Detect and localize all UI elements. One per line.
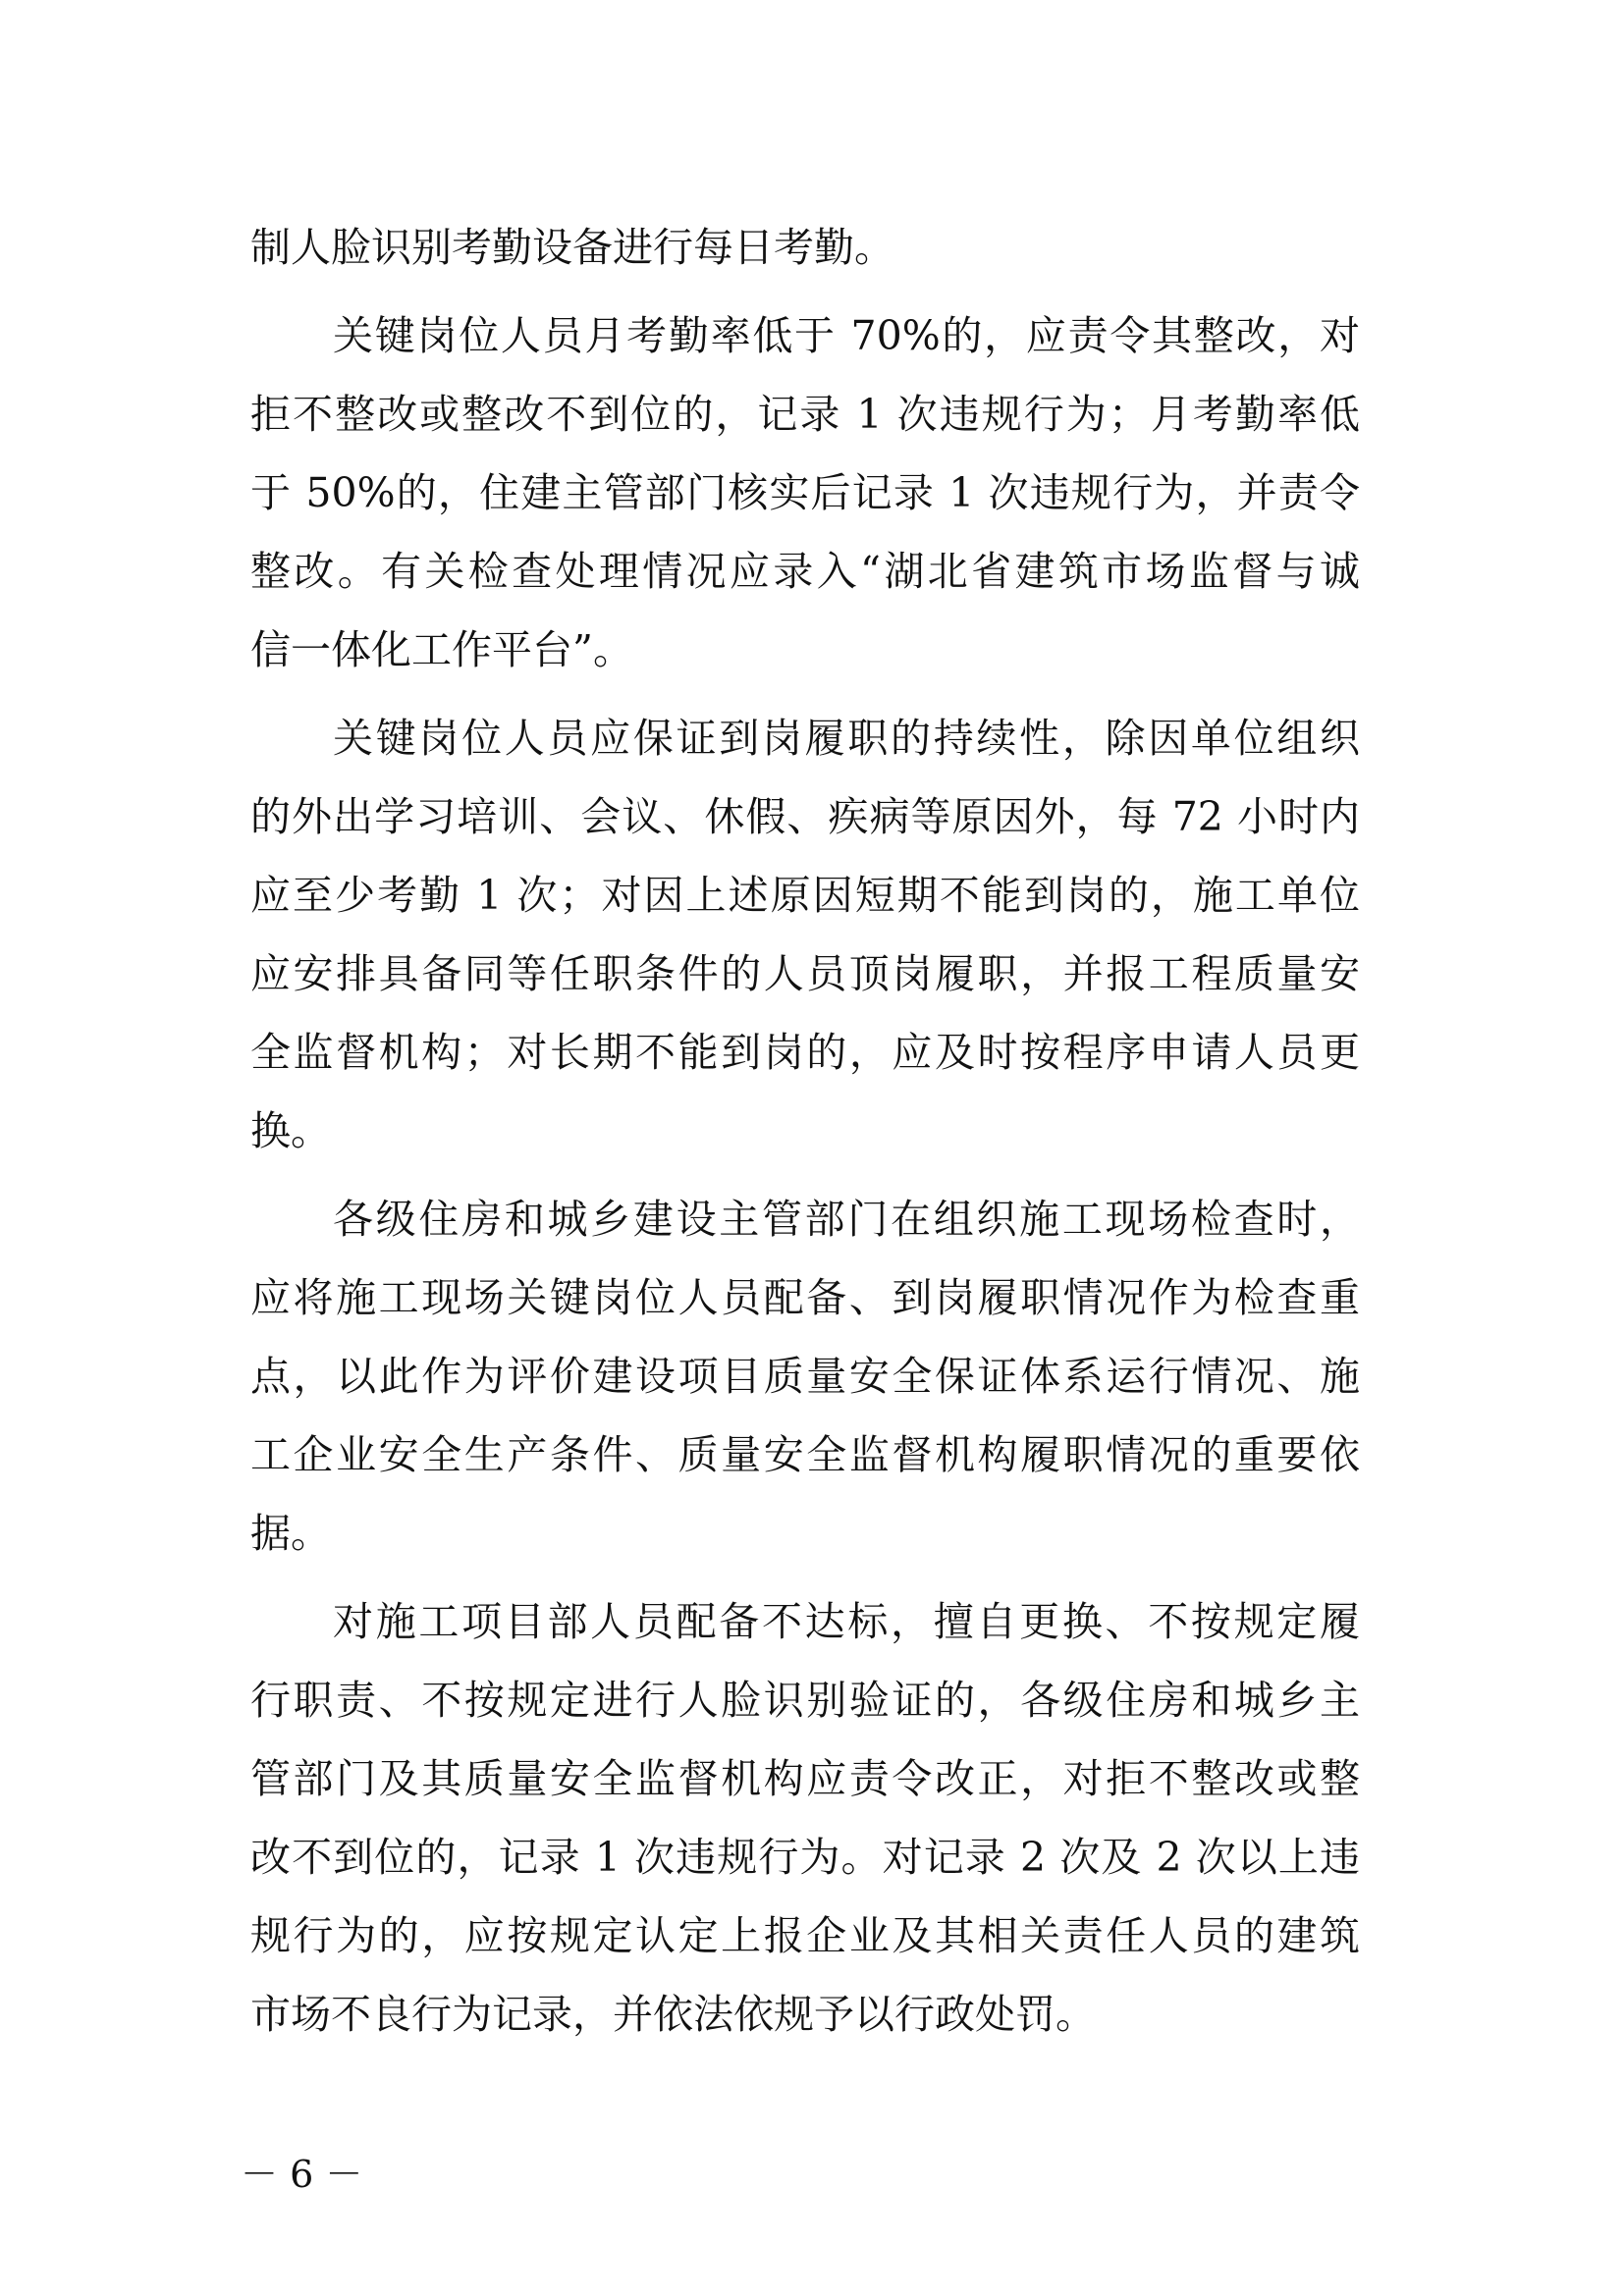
paragraph-3-line-2: 的外出学习培训、会议、休假、疾病等原因外，每 72 小时内: [250, 793, 1360, 840]
paragraph-1-line-1: 制人脸识别考勤设备进行每日考勤。: [250, 224, 894, 271]
paragraph-5-line-6: 市场不良行为记录，并依法依规予以行政处罚。: [250, 1991, 1096, 2038]
paragraph-5-line-3: 管部门及其质量安全监督机构应责令改正，对拒不整改或整: [250, 1755, 1360, 1802]
paragraph-4-line-5: 据。: [250, 1510, 331, 1557]
paragraph-4-line-1: 各级住房和城乡建设主管部门在组织施工现场检查时，: [333, 1196, 1360, 1243]
paragraph-4-line-3: 点，以此作为评价建设项目质量安全保证体系运行情况、施: [250, 1353, 1360, 1400]
paragraph-3-line-5: 全监督机构；对长期不能到岗的，应及时按程序申请人员更: [250, 1029, 1360, 1076]
paragraph-5-line-5: 规行为的，应按规定认定上报企业及其相关责任人员的建筑: [250, 1912, 1360, 1959]
paragraph-5-line-2: 行职责、不按规定进行人脸识别验证的，各级住房和城乡主: [250, 1677, 1360, 1724]
paragraph-3-line-6: 换。: [250, 1107, 331, 1154]
paragraph-5-line-4: 改不到位的，记录 1 次违规行为。对记录 2 次及 2 次以上违: [250, 1834, 1360, 1881]
paragraph-2-line-2: 拒不整改或整改不到位的，记录 1 次违规行为；月考勤率低: [250, 391, 1360, 438]
paragraph-5-line-1: 对施工项目部人员配备不达标，擅自更换、不按规定履: [333, 1598, 1360, 1645]
paragraph-2-line-3: 于 50%的，住建主管部门核实后记录 1 次违规行为，并责令: [250, 469, 1360, 516]
paragraph-3-line-3: 应至少考勤 1 次；对因上述原因短期不能到岗的，施工单位: [250, 872, 1360, 919]
paragraph-4-line-2: 应将施工现场关键岗位人员配备、到岗履职情况作为检查重: [250, 1274, 1360, 1321]
paragraph-3-line-4: 应安排具备同等任职条件的人员顶岗履职，并报工程质量安: [250, 950, 1360, 997]
paragraph-2-line-5: 信一体化工作平台”。: [250, 626, 633, 673]
paragraph-2-line-4: 整改。有关检查处理情况应录入“湖北省建筑市场监督与诚: [250, 548, 1360, 595]
paragraph-3-line-1: 关键岗位人员应保证到岗履职的持续性，除因单位组织: [333, 715, 1360, 762]
page-number: － 6 －: [241, 2153, 363, 2196]
paragraph-2-line-1: 关键岗位人员月考勤率低于 70%的，应责令其整改，对: [333, 312, 1360, 359]
paragraph-4-line-4: 工企业安全生产条件、质量安全监督机构履职情况的重要依: [250, 1431, 1360, 1478]
